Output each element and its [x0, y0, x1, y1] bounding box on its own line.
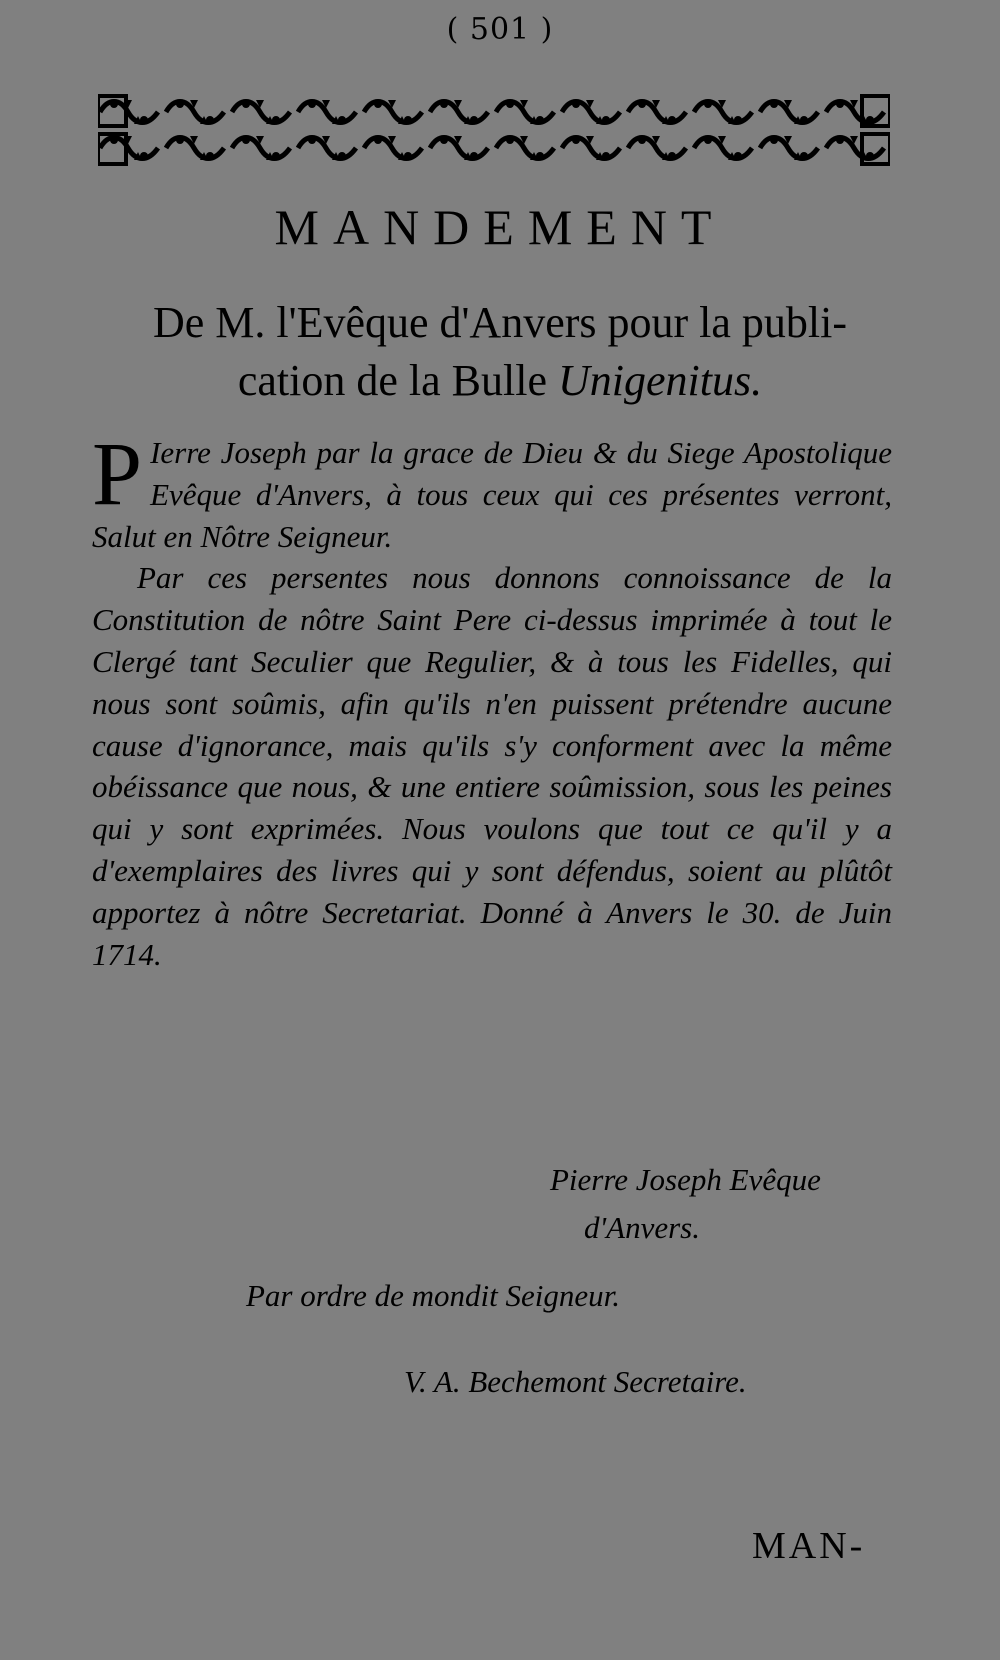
drop-cap: P	[92, 425, 143, 524]
subtitle-line-1: De M. l'Evêque d'Anvers pour la publi-	[152, 298, 848, 347]
bishop-signature	[550, 1156, 900, 1252]
paragraph-salutation	[92, 425, 892, 557]
document-subtitle	[90, 294, 910, 410]
subtitle-line-2-roman: cation de la Bulle	[237, 356, 547, 405]
document-title: MANDEMENT	[274, 199, 726, 255]
signature-line-1: Pierre Joseph Evêque	[550, 1162, 821, 1197]
subtitle-line-2	[90, 352, 910, 410]
page-number: ( 501 )	[446, 12, 554, 47]
mandement-body	[92, 425, 892, 975]
order-line: Par ordre de mondit Seigneur.	[246, 1278, 620, 1313]
ornament-border	[98, 94, 890, 166]
paragraph-1-text: Ierre Joseph par la grace de Dieu & du Siege Apostolique Evêque d'Anvers, à tous ceux qui ces présentes verront, Salut en Nôtre Seigneur.	[92, 435, 892, 554]
signature-line-2: d'Anvers.	[584, 1210, 700, 1245]
subtitle-bull-name: Unigenitus.	[558, 356, 763, 405]
paragraph-decree: Par ces persentes nous donnons connoissance de la Constitution de nôtre Saint Pere ci-dessus imprimée à tout le Clergé tant Seculier que Regulier, & à tous les Fidelles, qui nous sont soûmis, afin qu'ils n'en puissent prétendre aucune cause d'ignorance, mais qu'ils s'y conforment avec la même obéissance que nous, & une entiere soûmission, sous les peines qui y sont exprimées. Nous voulons que tout ce qu'il y a d'exemplaires des livres qui y sont défendus, soient au plûtôt apportez à nôtre Secretariat. Donné à Anvers le 30. de Juin 1714.	[92, 560, 892, 972]
catchword: MAN-	[752, 1525, 866, 1567]
secretary-signature: V. A. Bechemont Secretaire.	[404, 1364, 747, 1399]
